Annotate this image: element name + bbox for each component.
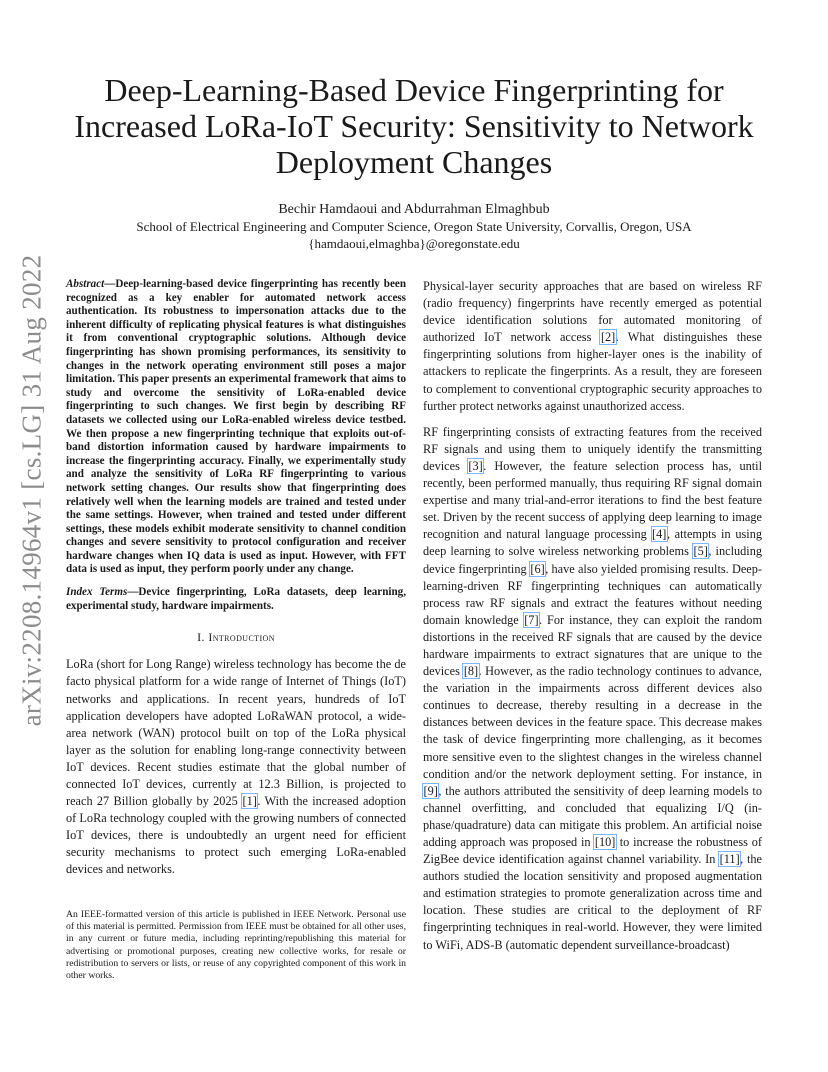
- body-text: . For instance, they can exploit the random distortions in the received RF signals that are caused by the device hardware impairments to extract signatures that are unique to the devices: [423, 612, 763, 679]
- body-text: , the authors studied the location sensitivity and proposed augmentation and estimation strategies to promote generalization across time and location. These studies are critical to the deployment of RF fingerprinting techniques in real-world. However, they were limited to WiFi, ADS-B (automatic dependent surveillance-broadcast): [423, 852, 763, 952]
- body-paragraph: [423, 424, 762, 954]
- body-text: . However, as the radio technology continues to advance, the variation in the impairments across different devices also continues to decrease, thereby resulting in a decrease in the distances between devices in the feature space. This decrease makes the task of device fingerprinting more challenging, as it becomes more sensitive even to the slightest changes in the wireless channel condition and/or the network deployment setting. For instance, in: [423, 664, 762, 781]
- citation-link[interactable]: [8]: [463, 664, 479, 679]
- abstract-label: Abstract: [66, 278, 105, 290]
- section-title: Introduction: [208, 630, 275, 645]
- left-column: [66, 278, 406, 879]
- citation-link[interactable]: [11]: [719, 852, 740, 867]
- citation-link[interactable]: [7]: [524, 612, 539, 627]
- index-terms-label: Index Terms: [66, 586, 128, 599]
- body-text: . However, the feature selection process has, until recently, been performed manually, thus requiring RF signal domain expertise and many trial-and-error iterations to find the best feature set. Driven by the recent success of applying deep learning to image recognition and natural language processing: [423, 458, 762, 542]
- citation-link[interactable]: [4]: [652, 527, 667, 542]
- copyright-footnote: An IEEE-formatted version of this article is published in IEEE Network. Personal use of this material is permitted. Permission from IEEE must be obtained for all other uses, in any current or future media, including reprinting/republishing this material for advertising or promotional purposes, creating new collective works, for resale or redistribution to servers or lists, or reuse of any copyrighted component of this work in other works.: [66, 909, 406, 982]
- citation-link[interactable]: [3]: [468, 458, 483, 473]
- author-list: Bechir Hamdaoui and Abdurrahman Elmaghbub: [278, 202, 550, 217]
- section-heading: [66, 629, 406, 646]
- right-column: [423, 278, 762, 954]
- affiliation: School of Electrical Engineering and Computer Science, Oregon State University, Corvallis, Oregon, USA: [136, 219, 692, 234]
- body-text: RF fingerprinting consists of extracting features from the received RF signals and using them to uniquely identify the transmitting devices: [423, 424, 762, 473]
- citation-link[interactable]: [10]: [594, 835, 616, 849]
- arxiv-watermark: [6, 254, 58, 726]
- intro-text: LoRa (short for Long Range) wireless technology has become the de facto physical platform for a wide range of Internet of Things (IoT) networks and applications. In recent years, hundreds of IoT application developers have adopted LoRaWAN protocol, a wide-area network (WAN) protocol built on top of the LoRa physical layer as the solution for enabling long-range connectivity between IoT devices. Recent studies estimate that the global number of connected IoT devices, currently at 12.3 Billion, is projected to reach 27 Billion globally by 2025: [66, 657, 406, 809]
- citation-link[interactable]: [9]: [423, 783, 438, 798]
- author-email: {hamdaoui,elmaghba}@oregonstate.edu: [308, 236, 520, 251]
- body-text: , including device fingerprinting: [423, 544, 762, 576]
- abstract: Abstract—Deep-learning-based device fingerprinting has recently been recognized as a key enabler for automated network access authentication. Its robustness to impersonation attacks due to the inherent difficulty of replicating physical features is what distinguishes it from conventional cryptographic solutions. Although device fingerprinting has shown promising performances, its sensitivity to changes in the network operating environment still poses a major limitation. This paper presents an experimental framework that aims to study and overcome the sensitivity of LoRa-enabled device fingerprinting to such changes. We first begin by describing RF datasets we collected using our LoRa-enabled wireless device testbed. We then propose a new fingerprinting technique that exploits out-of-band distortion information caused by hardware impairments to increase the fingerprinting accuracy. Finally, we experimentally study and analyze the sensitivity of LoRa RF fingerprinting to various network setting changes. Our results show that fingerprinting does relatively well when the learning models are trained and tested under the same settings. However, when trained and tested under different settings, these models exhibit moderate sensitivity to channel condition changes and severe sensitivity to protocol configuration and receiver hardware changes when IQ data is used as input. However, with FFT data is used as input, they perform poorly under any change.: [66, 278, 406, 576]
- body-text: , attempts in using deep learning to solve wireless networking problems: [423, 527, 762, 559]
- body-text: Physical-layer security approaches that are based on wireless RF (radio frequency) fingerprints have recently emerged as potential device identification solutions for automated monitoring of authorized IoT network access: [423, 279, 762, 345]
- arxiv-id: arXiv:2208.14964v1 [cs.LG] 31 Aug 2022: [16, 254, 47, 726]
- abstract-text: Deep-learning-based device fingerprinting has recently been recognized as a key enabler for automated network access authentication. Its robustness to impersonation attacks due to the inherent difficulty of replicating physical features is what distinguishes it from conventional cryptographic solutions. Although device fingerprinting has shown promising performances, its sensitivity to changes in the network operating environment still poses a major limitation. This paper presents an experimental framework that aims to study and overcome the sensitivity of LoRa-enabled device fingerprinting to such changes. We first begin by describing RF datasets we collected using our LoRa-enabled wireless device testbed. We then propose a new fingerprinting technique that exploits out-of-band distortion information caused by hardware impairments to increase the fingerprinting accuracy. Finally, we experimentally study and analyze the sensitivity of LoRa RF fingerprinting to various network setting changes. Our results show that fingerprinting does relatively well when the learning models are trained and tested under the same settings. However, when trained and tested under different settings, these models exhibit moderate sensitivity to channel condition changes and severe sensitivity to protocol configuration and receiver hardware changes when IQ data is used as input. However, with FFT data is used as input, they perform poorly under any change.: [66, 278, 406, 576]
- citation-link[interactable]: [6]: [530, 561, 545, 576]
- body-text: to increase the robustness of ZigBee device identification against channel variability. In: [423, 835, 763, 867]
- intro-text-end: . With the increased adoption of LoRa technology coupled with the growing numbers of connected IoT devices, there is undoubtedly an urgent need for efficient security mechanisms to protect such emerging LoRa-enabled devices and networks.: [66, 794, 406, 877]
- body-paragraph: [423, 278, 762, 415]
- section-number: I.: [197, 630, 205, 645]
- index-terms: Index Terms—Device fingerprinting, LoRa datasets, deep learning, experimental study, hardware impairments.: [66, 586, 406, 612]
- body-text: , the authors attributed the sensitivity of deep learning models to channel overfitting, and concluded that equalizing I/Q (in-phase/quadrature) data can mitigate this problem. An artificial noise adding approach was proposed in: [423, 783, 762, 849]
- affiliation-block: [60, 218, 768, 252]
- intro-paragraph: [66, 656, 406, 878]
- body-text: , have also yielded promising results. Deep-learning-driven RF fingerprinting techniques can automatically process raw RF signals and extract the features without needing domain knowledge: [423, 561, 762, 627]
- citation-link[interactable]: [1]: [242, 794, 257, 809]
- body-text: . What distinguishes these fingerprinting solutions from higher-layer ones is the inability of attackers to replicate the fingerprints. As a result, they are foreseen to complement to conventional cryptographic security approaches to further protect networks against unauthorized access.: [423, 330, 762, 413]
- paper-title: Deep-Learning-Based Device Fingerprinting for Increased LoRa-IoT Security: Sensitivity to Network Deployment Changes: [74, 72, 754, 180]
- index-terms-text: Device fingerprinting, LoRa datasets, deep learning, experimental study, hardware impairments.: [66, 586, 406, 612]
- citation-link[interactable]: [2]: [600, 330, 616, 345]
- citation-link[interactable]: [5]: [693, 544, 708, 559]
